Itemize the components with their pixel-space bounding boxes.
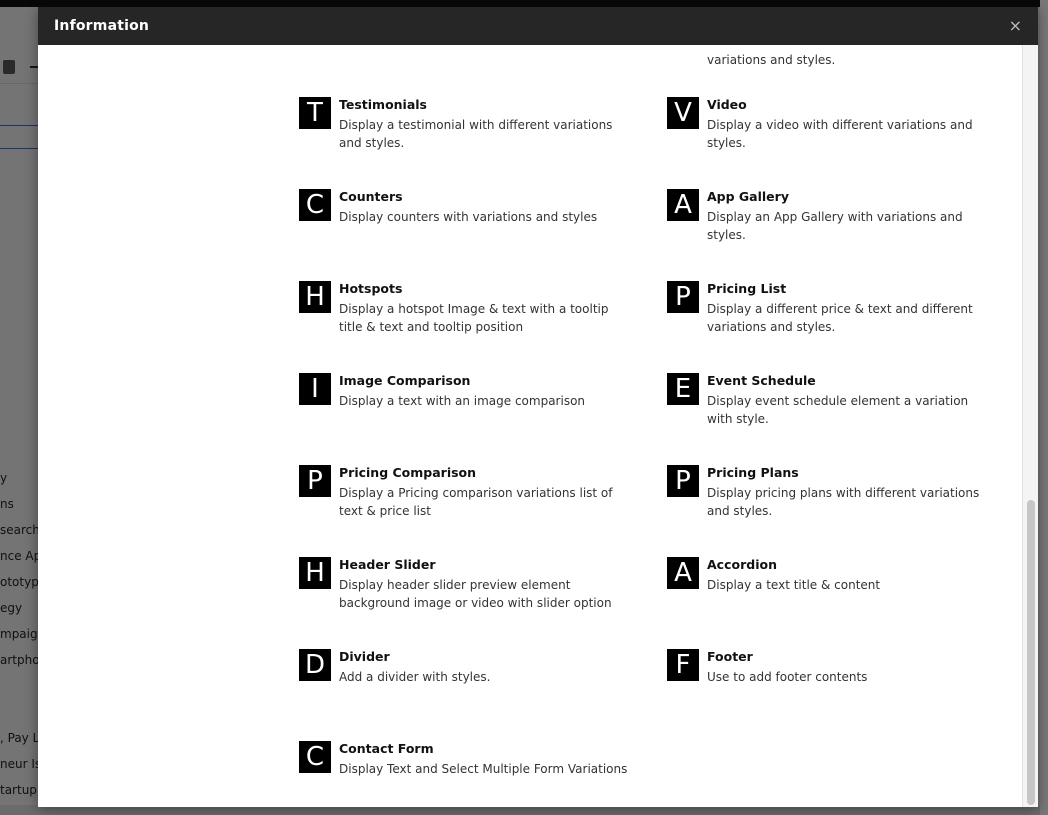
modal-title: Information xyxy=(54,18,150,34)
element-name: Footer xyxy=(707,649,753,664)
element-name: App Gallery xyxy=(707,189,789,204)
element-letter-icon: P xyxy=(299,465,331,497)
element-description: Display a testimonial with different variations and styles. xyxy=(339,118,613,150)
element-text xyxy=(339,649,490,686)
element-name: Counters xyxy=(339,189,403,204)
element-text xyxy=(339,741,627,778)
element-name: Divider xyxy=(339,649,390,664)
element-item[interactable] xyxy=(667,189,997,244)
element-name: Event Schedule xyxy=(707,373,816,388)
element-name: Pricing Plans xyxy=(707,465,799,480)
element-letter-icon: T xyxy=(299,97,331,129)
element-text xyxy=(707,557,880,594)
element-text xyxy=(707,465,997,520)
modal-header xyxy=(38,7,1038,45)
element-letter-icon: E xyxy=(667,373,699,405)
element-letter-icon: I xyxy=(299,373,331,405)
element-description: Display a Pricing comparison variations list of text & price list xyxy=(339,486,613,518)
element-text xyxy=(707,373,997,428)
element-item[interactable] xyxy=(667,557,997,594)
element-letter-icon: F xyxy=(667,649,699,681)
element-text xyxy=(339,281,629,336)
element-item[interactable] xyxy=(299,97,629,152)
element-text xyxy=(339,97,629,152)
modal-scrollbar[interactable] xyxy=(1022,45,1038,807)
element-letter-icon: H xyxy=(299,281,331,313)
element-description: Display an App Gallery with variations and styles. xyxy=(707,210,963,242)
information-modal xyxy=(38,7,1038,807)
element-text xyxy=(339,465,629,520)
element-name: Video xyxy=(707,97,747,112)
element-description: Display counters with variations and styles xyxy=(339,210,598,224)
element-description: Display a text with an image comparison xyxy=(339,394,586,408)
element-item[interactable] xyxy=(299,557,629,612)
element-name: Pricing List xyxy=(707,281,787,296)
element-description: Display Text and Select Multiple Form Variations xyxy=(339,762,628,776)
element-name: Contact Form xyxy=(339,741,434,756)
element-letter-icon: P xyxy=(667,465,699,497)
element-text xyxy=(707,97,997,152)
element-description: Display pricing plans with different variations and styles. xyxy=(707,486,980,518)
element-letter-icon: H xyxy=(299,557,331,589)
element-item[interactable] xyxy=(667,281,997,336)
element-item[interactable] xyxy=(299,649,629,686)
element-name: Image Comparison xyxy=(339,373,471,388)
element-text xyxy=(707,649,867,686)
element-letter-icon: P xyxy=(667,281,699,313)
element-item[interactable] xyxy=(299,741,629,778)
element-description: Display a text title & content xyxy=(707,578,881,592)
element-description: Use to add footer contents xyxy=(707,670,868,684)
element-item[interactable] xyxy=(667,465,997,520)
element-text xyxy=(339,373,585,410)
element-text xyxy=(339,557,629,612)
element-text xyxy=(339,189,597,226)
element-letter-icon: C xyxy=(299,741,331,773)
modal-body xyxy=(38,45,1022,807)
element-item[interactable] xyxy=(299,465,629,520)
element-text xyxy=(707,189,997,244)
close-icon[interactable]: × xyxy=(1008,16,1022,35)
element-description: Add a divider with styles. xyxy=(339,670,491,684)
element-item[interactable] xyxy=(299,281,629,336)
clipped-description: variations and styles. xyxy=(707,53,836,67)
element-name: Pricing Comparison xyxy=(339,465,477,480)
scrollbar-thumb[interactable] xyxy=(1027,500,1035,805)
element-item[interactable] xyxy=(667,649,997,686)
element-item[interactable] xyxy=(667,373,997,428)
element-item[interactable] xyxy=(299,373,629,410)
element-description: Display a video with different variations and styles. xyxy=(707,118,973,150)
element-description: Display a hotspot Image & text with a tooltip title & text and tooltip position xyxy=(339,302,609,334)
element-item[interactable] xyxy=(299,189,629,226)
element-description: Display event schedule element a variation with style. xyxy=(707,394,969,426)
element-name: Testimonials xyxy=(339,97,428,112)
element-description: Display header slider preview element background image or video with slider option xyxy=(339,578,612,610)
element-letter-icon: D xyxy=(299,649,331,681)
element-text xyxy=(707,281,997,336)
element-letter-icon: V xyxy=(667,97,699,129)
element-item[interactable] xyxy=(667,97,997,152)
element-name: Hotspots xyxy=(339,281,403,296)
element-name: Header Slider xyxy=(339,557,436,572)
element-letter-icon: A xyxy=(667,189,699,221)
element-letter-icon: C xyxy=(299,189,331,221)
element-name: Accordion xyxy=(707,557,777,572)
element-letter-icon: A xyxy=(667,557,699,589)
element-description: Display a different price & text and different variations and styles. xyxy=(707,302,973,334)
